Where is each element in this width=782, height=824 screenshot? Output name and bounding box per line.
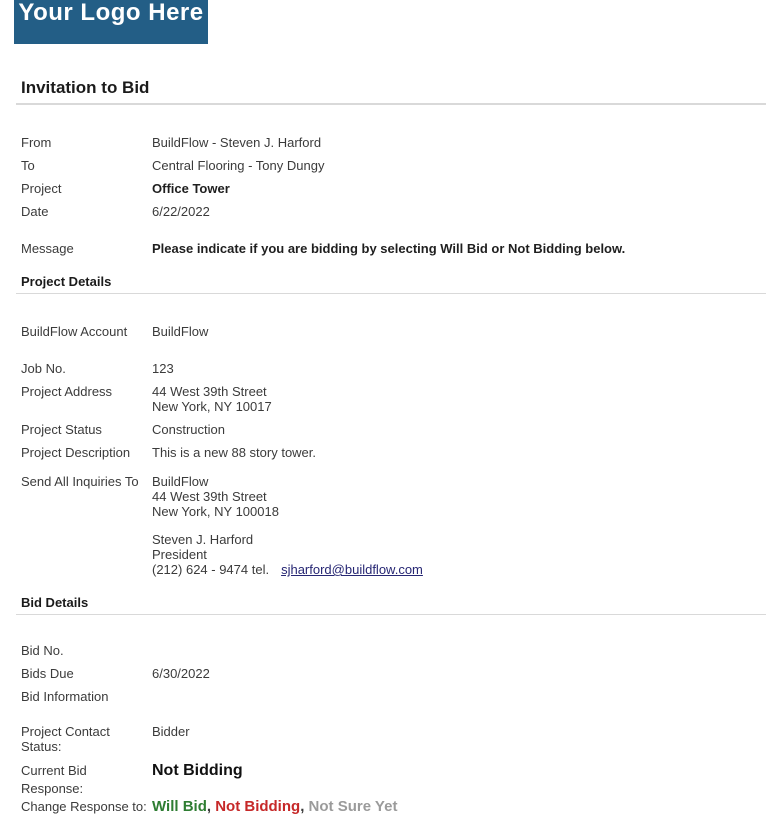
not-sure-yet-link[interactable]: Not Sure Yet bbox=[308, 798, 398, 815]
field-row-project-status bbox=[16, 422, 766, 437]
section-title-bid-details: Bid Details bbox=[21, 595, 89, 610]
inquiries-contact-name: Steven J. Harford bbox=[152, 532, 254, 547]
field-label: Project Status bbox=[21, 422, 102, 437]
field-label: Bid Information bbox=[21, 689, 109, 704]
address-line-2: New York, NY 10017 bbox=[152, 399, 272, 414]
field-value: This is a new 88 story tower. bbox=[152, 445, 317, 460]
field-row-from bbox=[16, 135, 766, 150]
title-divider bbox=[16, 103, 766, 105]
field-row-project-description bbox=[16, 445, 766, 460]
section-title-project-details: Project Details bbox=[21, 274, 112, 289]
field-value: 6/22/2022 bbox=[152, 204, 210, 219]
page-title: Invitation to Bid bbox=[21, 78, 150, 97]
field-row-date bbox=[16, 204, 766, 219]
field-row-project bbox=[16, 181, 766, 196]
will-bid-link[interactable]: Will Bid bbox=[152, 798, 207, 815]
separator: , bbox=[300, 798, 309, 815]
field-label: Send All Inquiries To bbox=[21, 474, 139, 489]
field-label: Change Response to: bbox=[21, 799, 147, 814]
field-row-current-response bbox=[16, 762, 766, 798]
inquiries-block bbox=[152, 474, 766, 577]
section-divider bbox=[16, 293, 766, 294]
field-label: Project Description bbox=[21, 445, 131, 460]
field-row-job-no bbox=[16, 361, 766, 376]
field-label: Date bbox=[21, 204, 49, 219]
field-label: BuildFlow Account bbox=[21, 324, 128, 339]
field-value: Construction bbox=[152, 422, 225, 437]
company-logo: Your Logo Here bbox=[14, 0, 208, 44]
field-label: Bid No. bbox=[21, 643, 64, 658]
section-divider bbox=[16, 614, 766, 615]
field-value bbox=[152, 689, 766, 704]
field-row-buildflow-account bbox=[16, 324, 766, 339]
project-details-fields bbox=[16, 324, 766, 577]
address-line-1: 44 West 39th Street bbox=[152, 384, 267, 399]
current-bid-response-value: Not Bidding bbox=[152, 762, 243, 779]
field-row-project-address bbox=[16, 384, 766, 414]
field-value: 123 bbox=[152, 361, 174, 376]
field-label: Project Address bbox=[21, 384, 113, 399]
field-row-message bbox=[16, 241, 766, 256]
field-row-change-response bbox=[16, 798, 766, 816]
separator: , bbox=[206, 798, 216, 815]
email-link[interactable]: sjharford@buildflow.com bbox=[281, 562, 423, 577]
field-value: 6/30/2022 bbox=[152, 666, 210, 681]
field-value: BuildFlow bbox=[152, 324, 209, 339]
contact-status-value: Bidder bbox=[152, 724, 190, 739]
field-label: To bbox=[21, 158, 35, 173]
spacer bbox=[152, 519, 766, 532]
field-value: Central Flooring - Tony Dungy bbox=[152, 158, 325, 173]
header-fields bbox=[16, 135, 766, 256]
field-label: From bbox=[21, 135, 52, 150]
bid-details-fields bbox=[16, 643, 766, 816]
field-row-inquiries bbox=[16, 474, 766, 577]
inquiries-phone: (212) 624 - 9474 tel. bbox=[152, 562, 270, 577]
field-row-bids-due bbox=[16, 666, 766, 681]
field-value: Please indicate if you are bidding by selecting Will Bid or Not Bidding below. bbox=[152, 241, 626, 256]
field-label: Project bbox=[21, 181, 62, 196]
field-row-bid-information bbox=[16, 689, 766, 704]
field-value bbox=[152, 384, 766, 414]
not-bidding-link[interactable]: Not Bidding bbox=[215, 798, 301, 815]
inquiries-company: BuildFlow bbox=[152, 474, 209, 489]
field-label: Job No. bbox=[21, 361, 66, 376]
field-value: Office Tower bbox=[152, 181, 230, 196]
inquiries-contact-title: President bbox=[152, 547, 207, 562]
field-row-to bbox=[16, 158, 766, 173]
field-label: Project Contact Status: bbox=[21, 724, 110, 754]
field-value: BuildFlow - Steven J. Harford bbox=[152, 135, 322, 150]
field-label: Message bbox=[21, 241, 74, 256]
field-row-contact-status bbox=[16, 724, 766, 754]
inquiries-phone-line bbox=[152, 562, 766, 577]
field-label: Bids Due bbox=[21, 666, 74, 681]
inquiries-address-2: New York, NY 100018 bbox=[152, 504, 279, 519]
inquiries-address-1: 44 West 39th Street bbox=[152, 489, 267, 504]
field-row-bid-no bbox=[16, 643, 766, 658]
response-options bbox=[152, 798, 766, 816]
field-label: Current Bid Response: bbox=[21, 763, 87, 796]
field-value bbox=[152, 643, 766, 658]
